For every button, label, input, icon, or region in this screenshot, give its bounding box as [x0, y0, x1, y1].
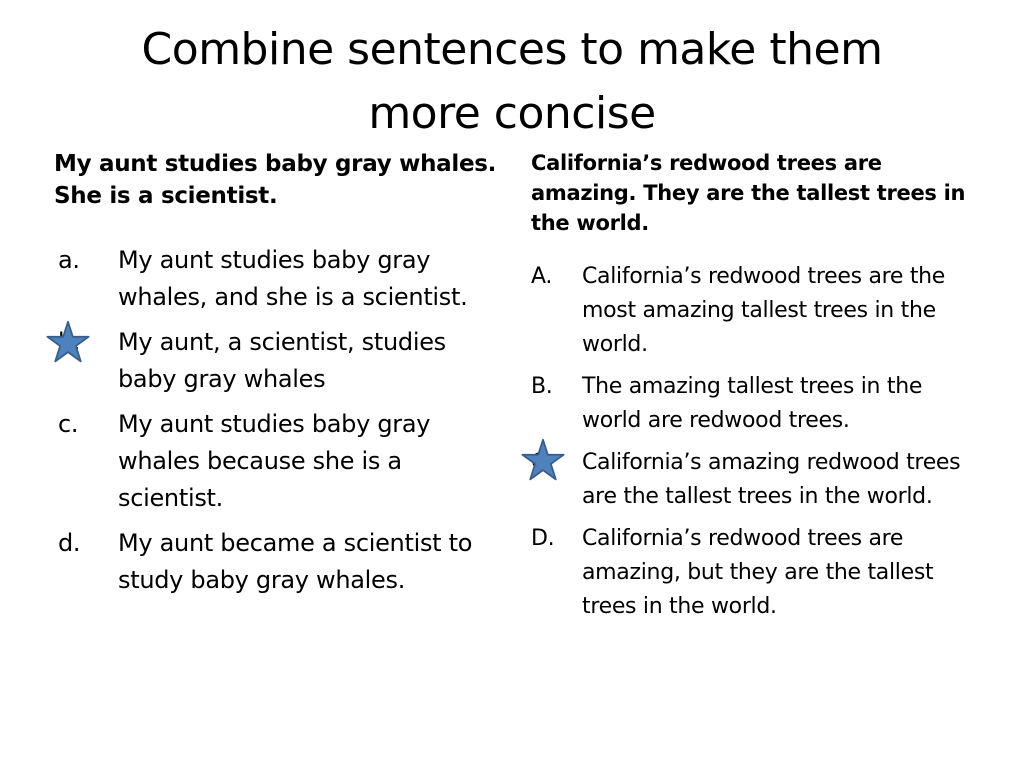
- right-option-c[interactable]: [531, 446, 981, 514]
- right-question-column: [531, 148, 981, 632]
- left-option-c[interactable]: [54, 406, 504, 517]
- right-option-a[interactable]: [531, 260, 981, 362]
- star-icon: [46, 320, 90, 364]
- right-prompt: California’s redwood trees are amazing. They are the tallest trees in the world.: [531, 151, 966, 235]
- option-text: California’s redwood trees are the most amazing tallest trees in the world.: [582, 264, 946, 357]
- option-letter: A.: [531, 264, 553, 289]
- option-letter: a.: [58, 246, 80, 274]
- option-text: My aunt, a scientist, studies baby gray whales: [118, 328, 446, 393]
- left-options-list: [54, 242, 504, 599]
- option-text: California’s amazing redwood trees are the tallest trees in the world.: [582, 450, 961, 509]
- title-line-2: more concise: [368, 88, 656, 139]
- star-icon: [521, 438, 565, 482]
- title-line-1: Combine sentences to make them: [141, 24, 883, 75]
- right-options-list: [531, 260, 981, 624]
- right-option-d[interactable]: [531, 522, 981, 624]
- option-letter: D.: [531, 526, 555, 551]
- option-text: My aunt became a scientist to study baby gray whales.: [118, 529, 473, 594]
- option-text: California’s redwood trees are amazing, but they are the tallest trees in the world.: [582, 526, 934, 619]
- left-option-d[interactable]: [54, 525, 504, 599]
- option-letter: B.: [531, 374, 553, 399]
- left-question-column: [54, 148, 504, 607]
- option-text: My aunt studies baby gray whales because she is a scientist.: [118, 410, 431, 512]
- option-letter: c.: [58, 410, 79, 438]
- slide-title: [60, 18, 964, 146]
- left-prompt: My aunt studies baby gray whales. She is a scientist.: [54, 151, 497, 209]
- right-option-b[interactable]: [531, 370, 981, 438]
- option-text: The amazing tallest trees in the world are redwood trees.: [582, 374, 923, 433]
- option-text: My aunt studies baby gray whales, and she is a scientist.: [118, 246, 468, 311]
- left-option-a[interactable]: [54, 242, 504, 316]
- left-option-b[interactable]: [54, 324, 504, 398]
- option-letter: d.: [58, 529, 81, 557]
